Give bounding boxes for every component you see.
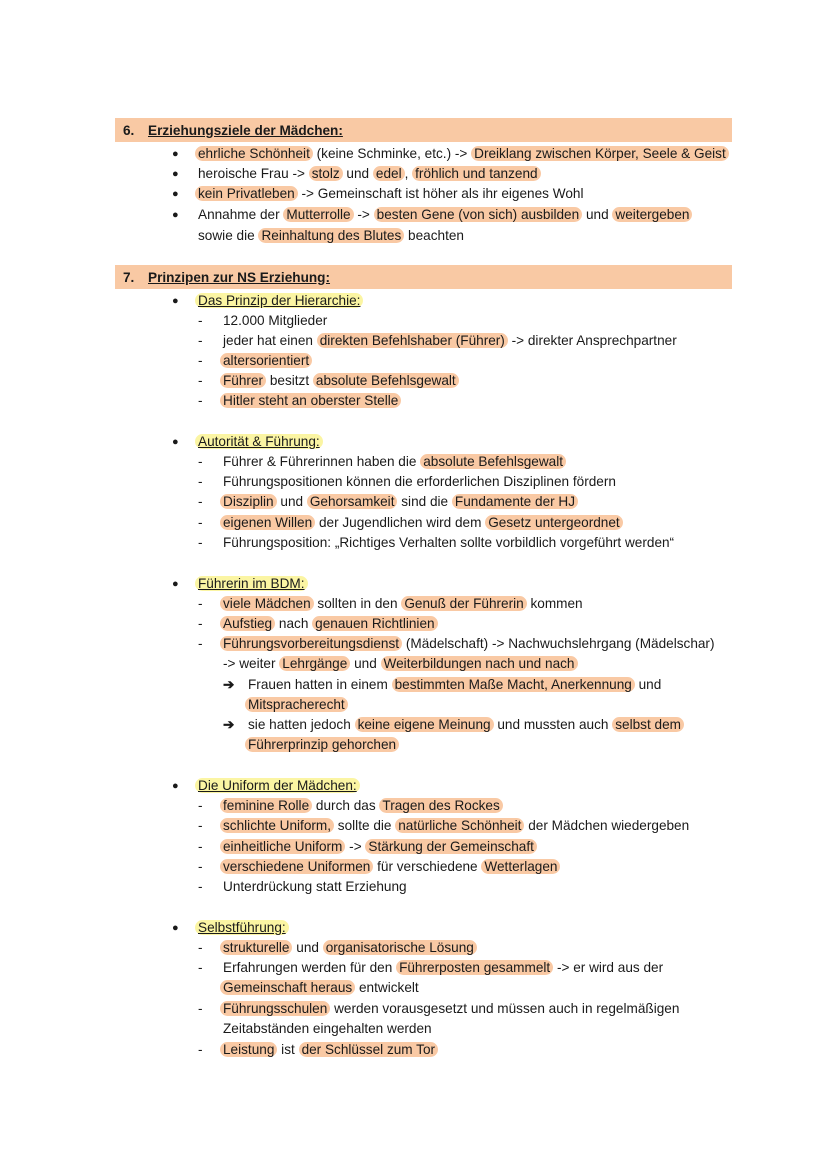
- highlight: Führerposten gesammelt: [396, 960, 553, 975]
- text: Führer & Führerinnen haben die: [223, 454, 421, 469]
- text: ist: [277, 1042, 299, 1057]
- text: und: [350, 656, 381, 671]
- text: jeder hat einen: [223, 333, 317, 348]
- text: und: [634, 677, 662, 692]
- text: ,: [404, 166, 413, 181]
- arrow-item: [248, 676, 661, 694]
- dash-marker: -: [198, 636, 203, 651]
- list-item: [223, 332, 677, 350]
- bullet-marker: ●: [172, 436, 179, 448]
- list-item: [220, 939, 477, 957]
- highlight: edel: [373, 166, 405, 181]
- highlight: Die Uniform der Mädchen:: [195, 778, 360, 793]
- text: ->: [345, 839, 366, 854]
- dash-marker: -: [198, 515, 203, 530]
- arrow-item-continuation: [245, 736, 399, 754]
- highlight: besten Gene (von sich) ausbilden: [374, 207, 583, 222]
- list-item: [220, 838, 537, 856]
- list-item: [220, 352, 312, 370]
- dash-marker: -: [198, 596, 203, 611]
- list-item: [220, 858, 560, 876]
- text: werden vorausgesetzt und müssen auch in regelmäßigen: [330, 1001, 680, 1016]
- highlight: ehrliche Schönheit: [195, 146, 313, 161]
- text: -> weiter: [223, 656, 280, 671]
- highlight: Hitler steht an oberster Stelle: [220, 393, 401, 408]
- text: Unterdrückung statt Erziehung: [223, 879, 407, 894]
- section-number: 6.: [123, 122, 135, 138]
- text: und: [292, 940, 323, 955]
- highlight: Führerin im BDM:: [195, 576, 308, 591]
- highlight: eigenen Willen: [220, 515, 315, 530]
- text: kommen: [526, 596, 583, 611]
- highlight: stolz: [309, 166, 343, 181]
- highlight: keine eigene Meinung: [355, 717, 494, 732]
- text: besitzt: [266, 373, 313, 388]
- list-item: [195, 185, 583, 203]
- dash-marker: -: [198, 353, 203, 368]
- dash-marker: -: [198, 373, 203, 388]
- highlight: Genuß der Führerin: [401, 596, 526, 611]
- text: Annahme der: [198, 207, 284, 222]
- highlight: Leistung: [220, 1042, 277, 1057]
- list-item: [223, 312, 327, 330]
- highlight: absolute Befehlsgewalt: [420, 454, 566, 469]
- highlight: einheitliche Uniform: [220, 839, 345, 854]
- highlight: verschiedene Uniformen: [220, 859, 373, 874]
- list-item: [220, 1041, 438, 1059]
- highlight: genauen Richtlinien: [312, 616, 437, 631]
- arrow-item-continuation: [245, 696, 348, 714]
- text: und: [342, 166, 373, 181]
- highlight: bestimmten Maße Macht, Anerkennung: [392, 677, 635, 692]
- highlight: Führungsvorbereitungsdienst: [220, 636, 402, 651]
- list-item: [220, 595, 583, 613]
- list-item: [220, 797, 503, 815]
- text: sollten in den: [313, 596, 402, 611]
- bullet-marker: ●: [172, 780, 179, 792]
- list-item: [220, 372, 459, 390]
- list-item: [220, 514, 623, 532]
- text: -> er wird aus der: [553, 960, 664, 975]
- section-7-header: [115, 265, 732, 289]
- text: heroische Frau ->: [198, 166, 309, 181]
- dash-marker: -: [198, 393, 203, 408]
- list-item-continuation: [223, 655, 578, 673]
- dash-marker: -: [198, 940, 203, 955]
- list-item: [198, 206, 692, 224]
- highlight: kein Privatleben: [195, 186, 298, 201]
- highlight: Führer: [220, 373, 266, 388]
- list-item: [220, 1000, 679, 1018]
- text: -> Gemeinschaft ist höher als ihr eigenes Wohl: [297, 186, 584, 201]
- list-item: [220, 635, 715, 653]
- principle-title: [195, 433, 323, 451]
- dash-marker: -: [198, 313, 203, 328]
- highlight: Das Prinzip der Hierarchie:: [195, 293, 363, 308]
- highlight: selbst dem: [612, 717, 684, 732]
- text: -> direkter Ansprechpartner: [507, 333, 677, 348]
- bullet-marker: ●: [172, 148, 179, 160]
- text: und mussten auch: [493, 717, 613, 732]
- dash-marker: -: [198, 333, 203, 348]
- list-item: [220, 817, 689, 835]
- highlight: Reinhaltung des Blutes: [258, 228, 404, 243]
- list-item: [223, 959, 663, 977]
- text: ->: [353, 207, 374, 222]
- text: beachten: [404, 228, 464, 243]
- highlight: weitergeben: [612, 207, 692, 222]
- dash-marker: -: [198, 494, 203, 509]
- text: der Jugendlichen wird dem: [315, 515, 486, 530]
- text: und: [276, 494, 307, 509]
- highlight: viele Mädchen: [220, 596, 314, 611]
- section-6-header: [115, 118, 732, 142]
- dash-marker: -: [198, 535, 203, 550]
- highlight: Gesetz untergeordnet: [485, 515, 623, 530]
- dash-marker: -: [198, 818, 203, 833]
- bullet-marker: ●: [172, 922, 179, 934]
- highlight: Selbstführung:: [195, 920, 289, 935]
- highlight: Autorität & Führung:: [195, 434, 323, 449]
- list-item: [223, 534, 674, 552]
- list-item: [223, 878, 407, 896]
- highlight: der Schlüssel zum Tor: [299, 1042, 438, 1057]
- highlight: Dreiklang zwischen Körper, Seele & Geist: [471, 146, 729, 161]
- text: sollte die: [334, 818, 396, 833]
- dash-marker: -: [198, 879, 203, 894]
- highlight: Fundamente der HJ: [452, 494, 578, 509]
- highlight: schlichte Uniform,: [220, 818, 334, 833]
- dash-marker: -: [198, 960, 203, 975]
- highlight: Führerprinzip gehorchen: [245, 737, 399, 752]
- highlight: absolute Befehlsgewalt: [313, 373, 459, 388]
- highlight: fröhlich und tanzend: [412, 166, 540, 181]
- highlight: Lehrgänge: [279, 656, 350, 671]
- dash-marker: -: [198, 839, 203, 854]
- highlight: Mutterrolle: [283, 207, 353, 222]
- principle-title: [195, 575, 308, 593]
- highlight: Führungsschulen: [220, 1001, 330, 1016]
- list-item: [220, 493, 578, 511]
- highlight: organisatorische Lösung: [323, 940, 477, 955]
- text: der Mädchen wiedergeben: [524, 818, 690, 833]
- highlight: strukturelle: [220, 940, 292, 955]
- bullet-marker: ●: [172, 188, 179, 200]
- highlight: direkten Befehlshaber (Führer): [317, 333, 508, 348]
- bullet-marker: ●: [172, 295, 179, 307]
- text: Frauen hatten in einem: [248, 677, 392, 692]
- text: für verschiedene: [373, 859, 482, 874]
- highlight: feminine Rolle: [220, 798, 312, 813]
- list-item: [220, 392, 401, 410]
- highlight: altersorientiert: [220, 353, 312, 368]
- list-item: [195, 145, 729, 163]
- dash-marker: -: [198, 859, 203, 874]
- principle-title: [195, 292, 363, 310]
- highlight: Stärkung der Gemeinschaft: [365, 839, 536, 854]
- dash-marker: -: [198, 1042, 203, 1057]
- text: und: [582, 207, 613, 222]
- section-title: Prinzipen zur NS Erziehung:: [148, 269, 331, 285]
- text: sie hatten jedoch: [248, 717, 355, 732]
- list-item-continuation: [220, 979, 419, 997]
- bullet-marker: ●: [172, 209, 179, 221]
- text: Führungsposition: „Richtiges Verhalten sollte vorbildlich vorgeführt werden“: [223, 535, 675, 550]
- dash-marker: -: [198, 454, 203, 469]
- highlight: Gehorsamkeit: [307, 494, 398, 509]
- bullet-marker: ●: [172, 578, 179, 590]
- principle-title: [195, 919, 289, 937]
- arrow-marker: ➔: [223, 677, 235, 692]
- text: (Mädelschaft) -> Nachwuchslehrgang (Mädelschar): [402, 636, 715, 651]
- highlight: Disziplin: [220, 494, 277, 509]
- highlight: Tragen des Rockes: [379, 798, 502, 813]
- text: durch das: [312, 798, 380, 813]
- dash-marker: -: [198, 798, 203, 813]
- text: Zeitabständen eingehalten werden: [223, 1021, 432, 1036]
- principle-title: [195, 777, 360, 795]
- arrow-item: [248, 716, 684, 734]
- text: 12.000 Mitglieder: [223, 313, 328, 328]
- highlight: Wetterlagen: [481, 859, 560, 874]
- text: Führungspositionen können die erforderlichen Disziplinen fördern: [223, 474, 616, 489]
- text: sowie die: [198, 228, 259, 243]
- section-number: 7.: [123, 269, 135, 285]
- arrow-marker: ➔: [223, 717, 235, 732]
- list-item: [223, 473, 616, 491]
- text: (keine Schminke, etc.) ->: [312, 146, 472, 161]
- bullet-marker: ●: [172, 168, 179, 180]
- dash-marker: -: [198, 616, 203, 631]
- list-item: [220, 615, 438, 633]
- list-item-continuation: [198, 227, 464, 245]
- highlight: Weiterbildungen nach und nach: [381, 656, 578, 671]
- list-item: [198, 165, 541, 183]
- text: Erfahrungen werden für den: [223, 960, 397, 975]
- highlight: Aufstieg: [220, 616, 275, 631]
- list-item: [223, 453, 566, 471]
- highlight: Mitspracherecht: [245, 697, 348, 712]
- text: nach: [275, 616, 313, 631]
- section-title: Erziehungsziele der Mädchen:: [148, 122, 343, 138]
- highlight: Gemeinschaft heraus: [220, 980, 355, 995]
- highlight: natürliche Schönheit: [395, 818, 524, 833]
- dash-marker: -: [198, 1001, 203, 1016]
- list-item-continuation: [223, 1020, 432, 1038]
- text: entwickelt: [355, 980, 419, 995]
- text: sind die: [397, 494, 452, 509]
- dash-marker: -: [198, 474, 203, 489]
